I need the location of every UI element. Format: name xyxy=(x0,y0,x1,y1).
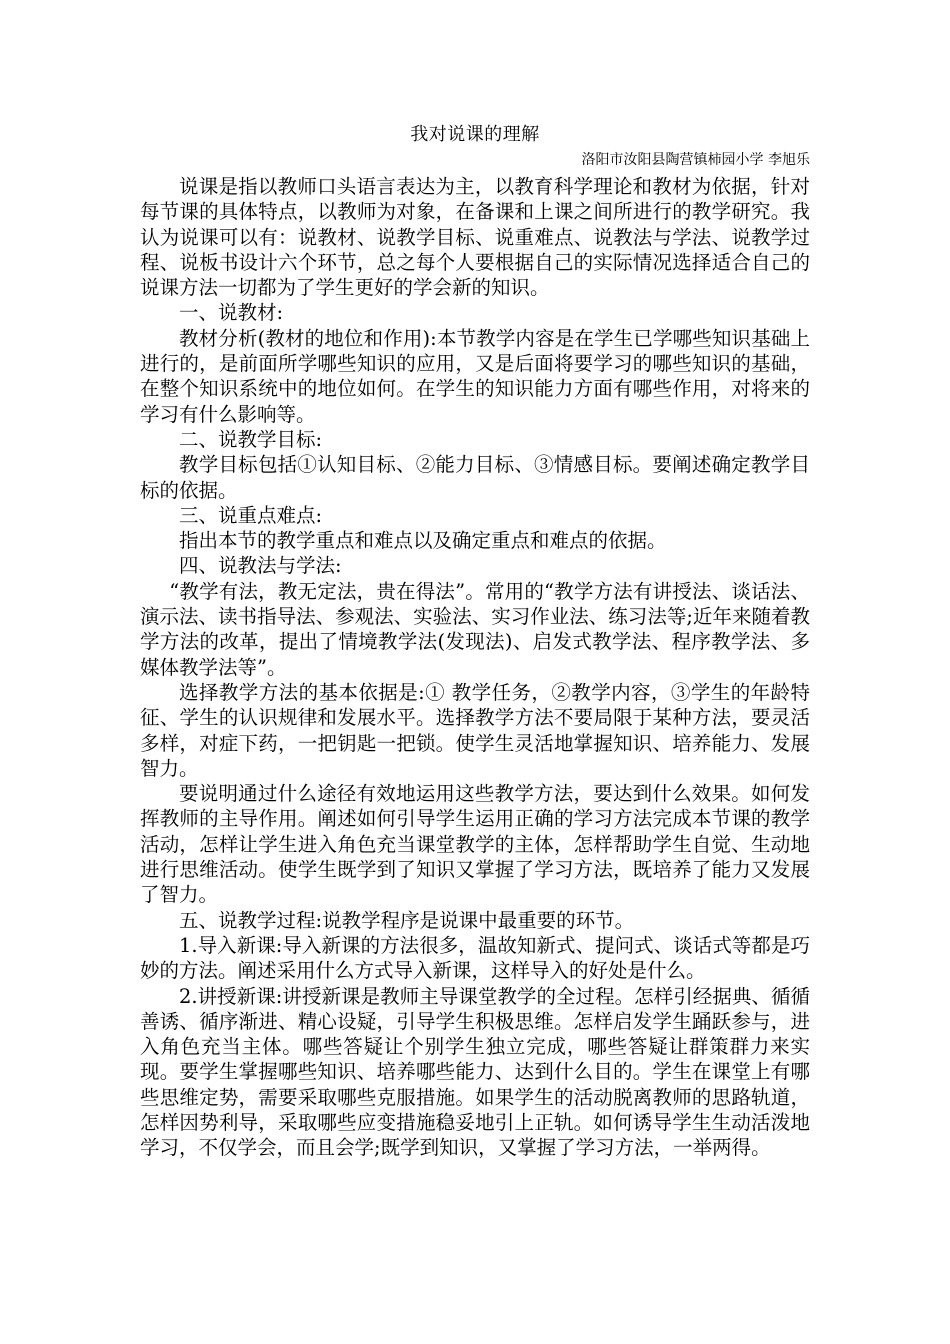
paragraph-intro: 说课是指以教师口头语言表达为主，以教育科学理论和教材为依据，针对每节课的具体特点，以教师为对象，在备课和上课之间所进行的教学研究。我认为说课可以有：说教材、说教学目标、说重难点、说教法与学法、说教学过程、说板书设计六个环节，总之每个人要根据自己的实际情况选择适合自己的说课方法一切都为了学生更好的学会新的知识。 xyxy=(140,175,810,300)
document-title: 我对说课的理解 xyxy=(410,124,540,145)
paragraph-method-application: 要说明通过什么途径有效地运用这些教学方法，要达到什么效果。如何发挥教师的主导作用。阐述如何引导学生运用正确的学习方法完成本节课的教学活动，怎样让学生进入角色充当课堂教学的主体，怎样帮助学生自觉、生动地进行思维活动。使学生既学到了知识又掌握了学习方法，既培养了能力又发展了智力。 xyxy=(140,782,810,907)
paragraph-teaching-methods: “教学有法，教无定法，贵在得法”。常用的“教学方法有讲授法、谈话法、演示法、读书指导法、参观法、实验法、实习作业法、练习法等;近年来随着教学方法的改革，提出了情境教学法(发现法)、启发式教学法、程序教学法、多媒体教学法等”。 xyxy=(140,579,810,679)
heading-section-4: 四、说教法与学法: xyxy=(179,554,342,578)
document-author: 洛阳市汝阳县陶营镇柿园小学 李旭乐 xyxy=(581,152,810,168)
paragraph-lesson-intro: 1.导入新课:导入新课的方法很多，温故知新式、提问式、谈话式等都是巧妙的方法。阐述采用什么方式导入新课，这样导入的好处是什么。 xyxy=(140,933,810,983)
heading-section-2: 二、说教学目标: xyxy=(179,427,323,451)
document-body xyxy=(140,174,810,1161)
paragraph-new-lesson: 2.讲授新课:讲授新课是教师主导课堂教学的全过程。怎样引经据典、循循善诱、循序渐进、精心设疑，引导学生积极思维。怎样启发学生踊跃参与，进入角色充当主体。哪些答疑让个别学生独立完成，哪些答疑让群策群力来实现。要学生掌握哪些知识、培养哪些能力、达到什么目的。学生在课堂上有哪些思维定势，需要采取哪些克服措施。如果学生的活动脱离教师的思路轨道，怎样因势利导，采取哪些应变措施稳妥地引上正轨。如何诱导学生生动活泼地学习，不仅学会，而且会学;既学到知识，又掌握了学习方法，一举两得。 xyxy=(140,984,810,1160)
paragraph-method-basis: 选择教学方法的基本依据是:① 教学任务，②教学内容，③学生的年龄特征、学生的认识规律和发展水平。选择教学方法不要局限于某种方法，要灵活多样，对症下药，一把钥匙一把锁。使学生灵活地掌握知识、培养能力、发展智力。 xyxy=(140,680,810,780)
heading-section-5: 五、说教学过程:说教学程序是说课中最重要的环节。 xyxy=(179,908,635,932)
heading-section-3: 三、说重点难点: xyxy=(179,503,323,527)
heading-section-1: 一、说教材: xyxy=(179,301,284,325)
paragraph-teaching-goals: 教学目标包括①认知目标、②能力目标、③情感目标。要阐述确定教学目标的依据。 xyxy=(140,453,810,502)
paragraph-key-points: 指出本节的教学重点和难点以及确定重点和难点的依据。 xyxy=(179,529,667,553)
paragraph-textbook-analysis: 教材分析(教材的地位和作用):本节教学内容是在学生已学哪些知识基础上进行的，是前面所学哪些知识的应用，又是后面将要学习的哪些知识的基础，在整个知识系统中的地位如何。在学生的知识能力方面有哪些作用，对将来的学习有什么影响等。 xyxy=(140,326,810,426)
